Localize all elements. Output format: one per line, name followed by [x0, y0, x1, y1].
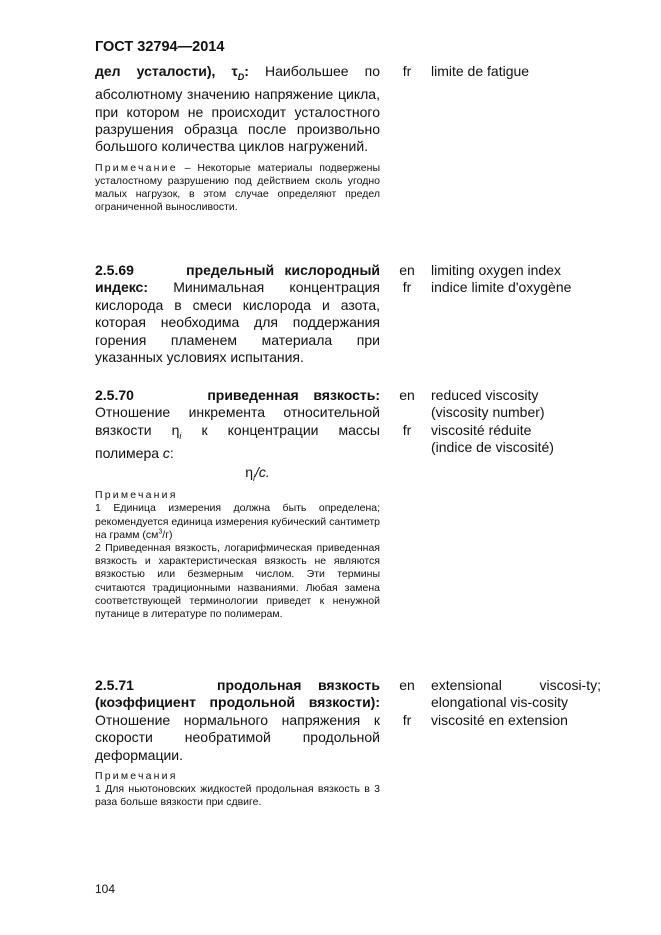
entry-definition: дел усталости), $\tau_D$: Наибольшее по абсолютному значению напряжение цикла, при котором не происходит усталостного разрушения образца после произвольно большого количества циклов нагружений. — [95, 63, 380, 155]
lang-en: en — [399, 387, 415, 403]
entry-number: 2.5.69 — [95, 262, 134, 278]
page-number: 104 — [95, 882, 116, 896]
entry-definition: 2.5.70 приведенная вязкость: Отношение инкремента относительной вязкости $\eta_i$ к концентрации массы полимера c: — [95, 387, 380, 462]
entry-2-5-70 — [95, 387, 380, 621]
entry-title: продольная вязкость (коэффициент продольной вязкости): — [95, 677, 380, 711]
entry-fatigue-limit — [95, 63, 380, 215]
term-fr: viscosité en extension — [431, 712, 568, 728]
term-en: extensional viscosi-ty; elongational vis-cosity — [431, 677, 601, 711]
entry-number: 2.5.71 — [95, 677, 134, 693]
entry-term-tail: дел усталости), $\tau_D$: — [95, 63, 249, 82]
lang-en: en — [399, 262, 415, 278]
formula: $\eta_i/c$. — [245, 464, 270, 484]
entry-notes: Примечания 1 Единица измерения должна быть определена; рекомендуется единица измерения кубический сантиметр на грамм $(см^3/г)$ 2 Приведенная вязкость, логарифмическая приведенная вязкость и характеристическая вязкость не являются вязкостью или безмерным числом. Эти термины считаются традиционными названиями. Любая замена соответствующей терминологии приведет к ненужной путанице в литературе по полимерам. — [95, 489, 380, 621]
lang-fr: fr — [402, 712, 412, 728]
entry-definition: 2.5.71 продольная вязкость (коэффициент продольной вязкости): Отношение нормального напряжения к скорости необратимой продольной деформации. — [95, 677, 380, 763]
entry-title: предельный кислородный индекс: — [95, 262, 381, 296]
lang-en: en — [399, 677, 415, 693]
term-en: reduced viscosity (viscosity number) — [431, 387, 545, 421]
term-en: limiting oxygen index — [431, 262, 561, 278]
entry-notes: Примечания 1 Для ньютоновских жидкостей продольная вязкость в 3 раза больше вязкости при сдвиге. — [95, 770, 380, 809]
document-header: ГОСТ 32794—2014 — [95, 39, 225, 55]
entry-title: приведенная вязкость: — [207, 387, 380, 403]
lang-fr: fr — [402, 422, 412, 438]
entry-definition: 2.5.69 предельный кислородный индекс: Минимальная концентрация кислорода в смеси кислорода и азота, которая необходима для поддержания горения пламенем материала при указанных условиях испытания. — [95, 262, 381, 366]
entry-2-5-69 — [95, 262, 380, 366]
entry-2-5-71 — [95, 677, 380, 810]
term-fr: limite de fatigue — [431, 63, 530, 79]
lang-fr: fr — [402, 279, 412, 296]
term-fr: viscosité réduite (indice de viscosité) — [431, 422, 554, 456]
lang-fr: fr — [402, 63, 412, 79]
term-fr: indice limite d'oxygène — [431, 279, 572, 296]
entry-note: Примечание – Некоторые материалы подвержены усталостному разрушению под действием сколь угодно малых нагрузок, в этом случае определяют предел ограниченной выносливости. — [95, 161, 380, 214]
entry-number: 2.5.70 — [95, 387, 134, 403]
